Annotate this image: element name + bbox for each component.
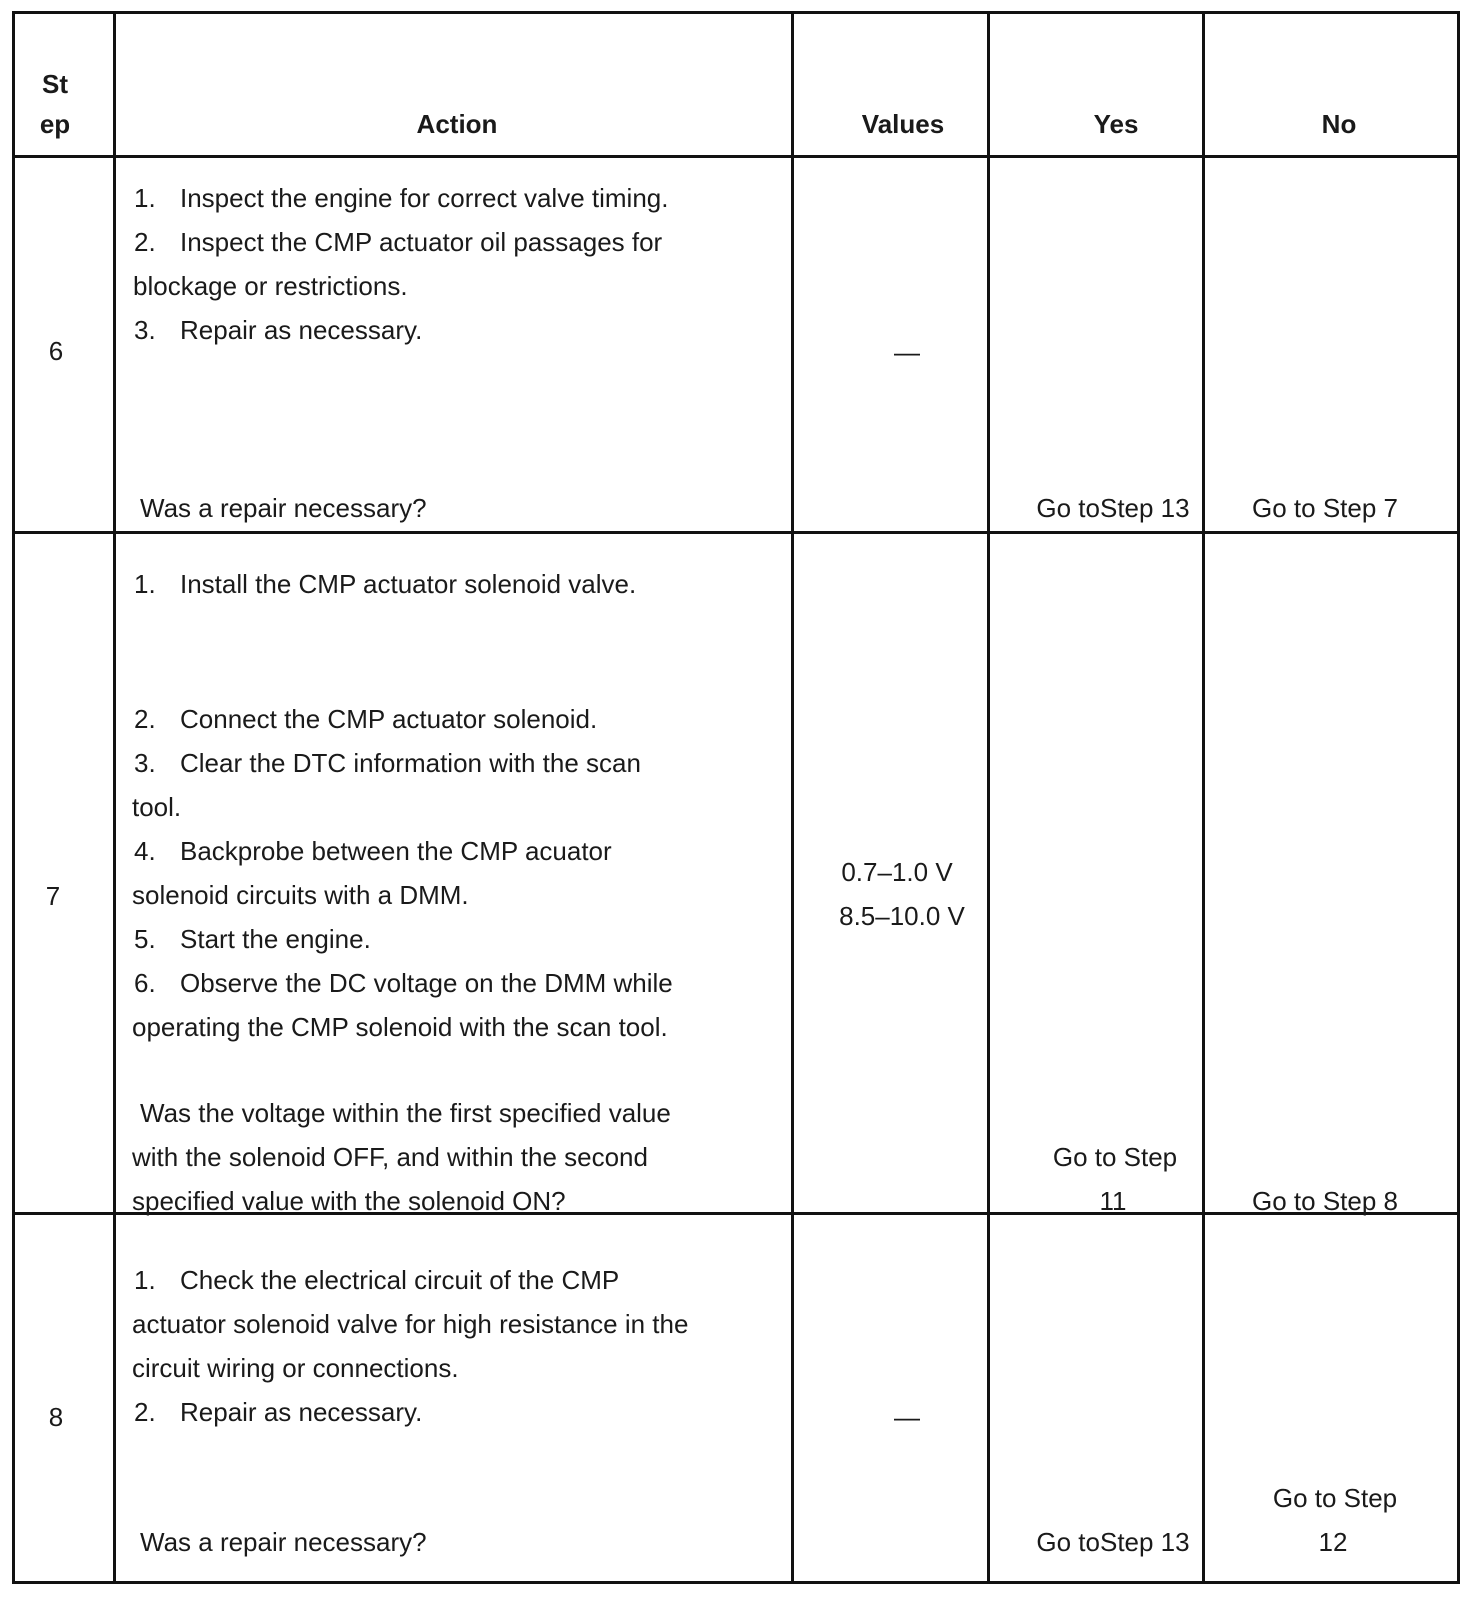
action-line: 2. Inspect the CMP actuator oil passages for <box>134 227 663 257</box>
question-line: with the solenoid OFF, and within the second <box>132 1142 648 1172</box>
action-line: tool. <box>132 792 182 822</box>
action-line: 6. Observe the DC voltage on the DMM while <box>134 968 673 998</box>
header-step-line1: St <box>42 69 68 99</box>
header-action: Action <box>416 109 498 139</box>
row-divider <box>15 531 1457 534</box>
row-divider <box>15 155 1457 158</box>
header-step-line2: ep <box>39 109 71 139</box>
column-divider <box>791 14 794 1581</box>
action-line: 2. Repair as necessary. <box>134 1397 423 1427</box>
action-line: 4. Backprobe between the CMP acuator <box>134 836 612 866</box>
header-no: No <box>1321 109 1357 139</box>
action-line: solenoid circuits with a DMM. <box>132 880 469 910</box>
step-number: 6 <box>48 336 64 366</box>
action-line: 3. Repair as necessary. <box>134 315 423 345</box>
action-line: 3. Clear the DTC information with the scan <box>134 748 641 778</box>
question-line: Was a repair necessary? <box>140 1527 427 1557</box>
yes-link[interactable]: Go to Step <box>1052 1142 1178 1172</box>
value-line: 0.7–1.0 V <box>841 857 953 887</box>
action-line: circuit wiring or connections. <box>132 1353 459 1383</box>
value-line: 8.5–10.0 V <box>839 901 965 931</box>
action-line: 1. Check the electrical circuit of the CMP <box>134 1265 620 1295</box>
yes-link[interactable]: Go toStep 13 <box>1036 493 1190 523</box>
no-link[interactable]: 12 <box>1318 1527 1348 1557</box>
action-line: 2. Connect the CMP actuator solenoid. <box>134 704 598 734</box>
question-line: Was a repair necessary? <box>140 493 427 523</box>
header-values: Values <box>861 109 945 139</box>
column-divider <box>113 14 116 1581</box>
value-line: — <box>894 337 920 367</box>
yes-link[interactable]: Go toStep 13 <box>1036 1527 1190 1557</box>
no-link[interactable]: Go to Step 8 <box>1252 1186 1398 1216</box>
action-line: operating the CMP solenoid with the scan tool. <box>132 1012 668 1042</box>
no-link[interactable]: Go to Step <box>1272 1483 1398 1513</box>
action-line: 1. Install the CMP actuator solenoid valve. <box>134 569 637 599</box>
column-divider <box>987 14 990 1581</box>
action-line: actuator solenoid valve for high resistance in the <box>132 1309 689 1339</box>
step-number: 8 <box>48 1402 64 1432</box>
yes-link[interactable]: 11 <box>1099 1186 1127 1216</box>
header-yes: Yes <box>1093 109 1139 139</box>
action-line: 1. Inspect the engine for correct valve timing. <box>134 183 669 213</box>
column-divider <box>1202 14 1205 1581</box>
value-line: — <box>894 1402 920 1432</box>
no-link[interactable]: Go to Step 7 <box>1252 493 1398 523</box>
action-line: blockage or restrictions. <box>133 271 408 301</box>
question-line: Was the voltage within the first specified value <box>140 1098 671 1128</box>
question-line: specified value with the solenoid ON? <box>132 1186 566 1216</box>
action-line: 5. Start the engine. <box>134 924 371 954</box>
step-number: 7 <box>45 881 61 911</box>
